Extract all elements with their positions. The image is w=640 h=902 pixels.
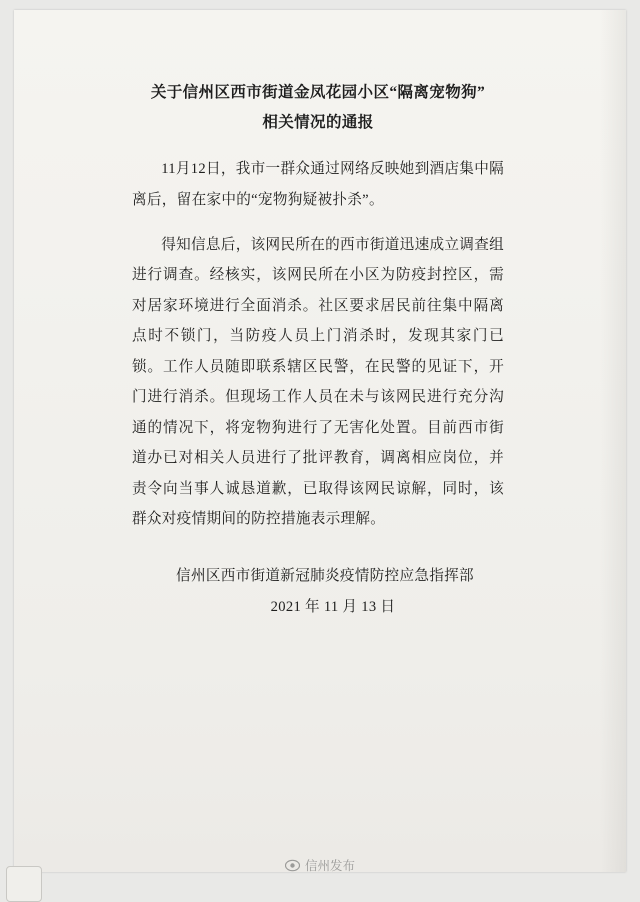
- weibo-eye-icon: [285, 859, 300, 872]
- document-body: [132, 78, 504, 623]
- document-title: [132, 78, 504, 138]
- source-credit: [0, 856, 640, 874]
- title-line-1: 关于信州区西市街道金凤花园小区“隔离宠物狗”: [150, 84, 486, 101]
- signature-date: 2021 年 11 月 13 日: [270, 598, 396, 615]
- bottom-left-control[interactable]: [6, 866, 42, 902]
- document-sheet: [14, 10, 626, 872]
- source-credit-label: 信州发布: [304, 859, 355, 873]
- paragraph-2: 得知信息后，该网民所在的西市街道迅速成立调查组进行调查。经核实，该网民所在小区为防疫封控区，需对居家环境进行全面消杀。社区要求居民前往集中隔离点时不锁门，当防疫人员上门消杀时，发现其家门已锁。工作人员随即联系辖区民警，在民警的见证下，开门进行消杀。但现场工作人员在未与该网民进行充分沟通的情况下，将宠物狗进行了无害化处置。目前西市街道办已对相关人员进行了批评教育，调离相应岗位，并责令向当事人诚恳道歉，已取得该网民谅解，同时，该群众对疫情期间的防控措施表示理解。: [132, 236, 504, 528]
- title-line-2: 相关情况的通报: [262, 114, 374, 131]
- document-signature: [132, 561, 504, 623]
- signature-organization: 信州区西市街道新冠肺炎疫情防控应急指挥部: [176, 567, 474, 584]
- paragraph-1: 11月12日，我市一群众通过网络反映她到酒店集中隔离后，留在家中的“宠物狗疑被扑杀”。: [132, 161, 504, 208]
